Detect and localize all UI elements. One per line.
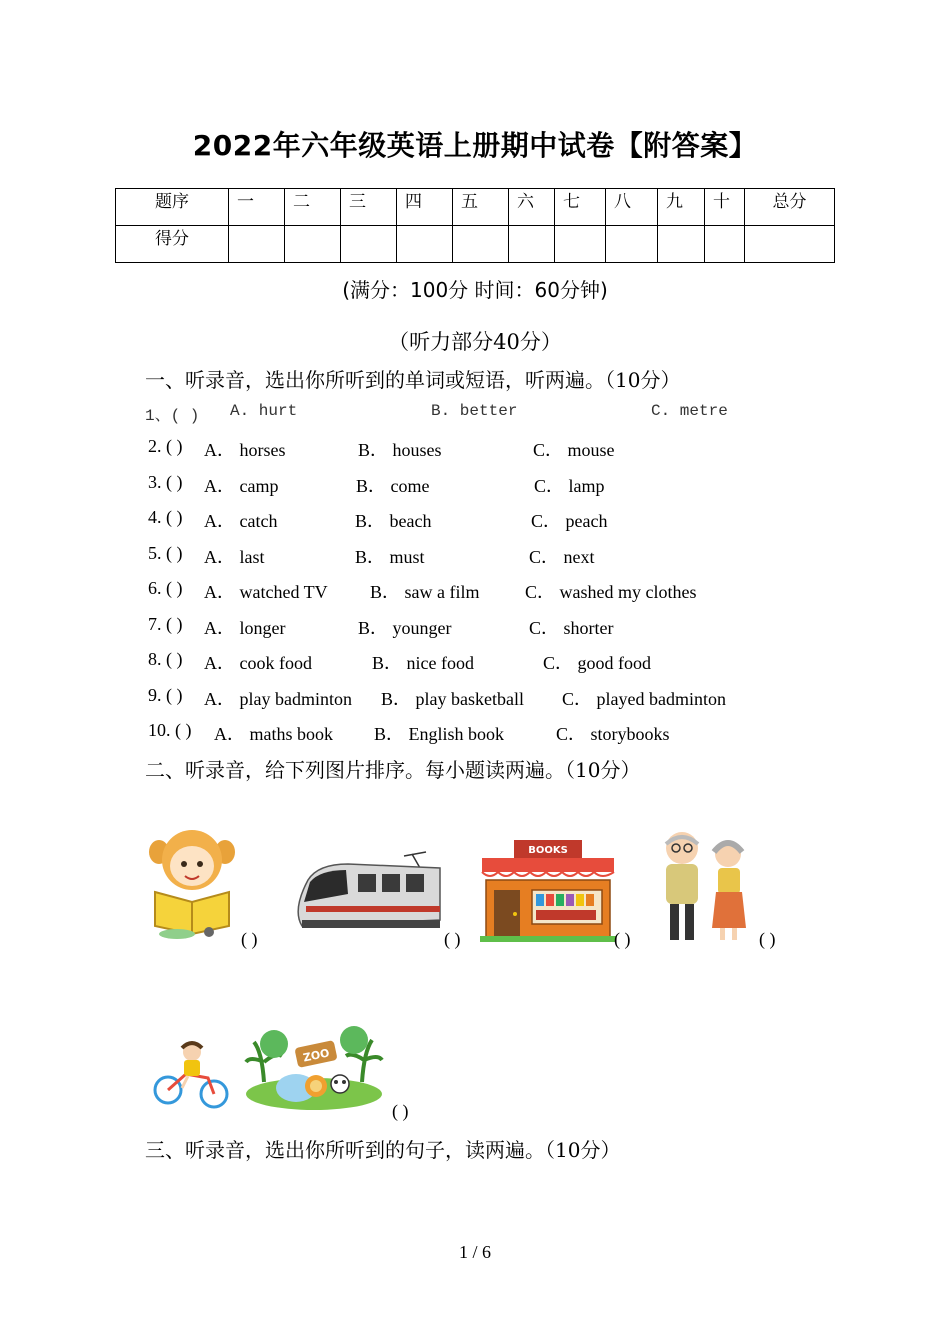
option-b: B． younger — [358, 618, 452, 638]
option-a: A. hurt — [230, 402, 298, 420]
table-header-cell: 一 — [229, 189, 285, 226]
page-number: 1 / 6 — [458, 1242, 491, 1262]
option-a: A． catch — [204, 511, 278, 531]
option-c: C． played badminton — [562, 689, 726, 709]
grandparents-picture — [656, 828, 748, 944]
bookshop-picture — [480, 836, 616, 942]
part2-heading: 二、听录音，给下列图片排序。每小题读两遍。（10分） — [145, 758, 641, 782]
option-a: A． cook food — [204, 653, 312, 673]
question-number: 3. ( ) — [148, 472, 183, 492]
table-header-cell: 四 — [397, 189, 453, 226]
table-header-cell: 五 — [453, 189, 509, 226]
question-number: 1、( ) — [145, 407, 200, 425]
score-cell[interactable] — [285, 226, 341, 263]
score-cell[interactable] — [606, 226, 658, 263]
table-header-cell: 九 — [658, 189, 705, 226]
option-a: A． longer — [204, 618, 286, 638]
train-picture — [288, 850, 443, 934]
score-cell[interactable] — [658, 226, 705, 263]
option-a: A． last — [204, 547, 265, 567]
score-table — [115, 188, 835, 263]
question-number: 4. ( ) — [148, 507, 183, 527]
table-header-cell: 十 — [705, 189, 745, 226]
option-a: A． watched TV — [204, 582, 328, 602]
girl-cycling-picture — [152, 1038, 232, 1112]
table-header-cell: 六 — [509, 189, 555, 226]
score-cell[interactable] — [397, 226, 453, 263]
score-cell[interactable] — [341, 226, 397, 263]
option-b: B． saw a film — [370, 582, 480, 602]
exam-subtitle: (满分：100分 时间：60分钟) — [342, 278, 608, 302]
answer-blank[interactable]: ( ) — [614, 929, 631, 949]
score-cell[interactable] — [705, 226, 745, 263]
listening-section-title: （听力部分40分） — [388, 330, 562, 354]
answer-blank[interactable]: ( ) — [444, 929, 461, 949]
score-cell[interactable] — [745, 226, 835, 263]
option-a: A． play badminton — [204, 689, 352, 709]
option-c: C． next — [529, 547, 595, 567]
option-c: C． washed my clothes — [525, 582, 697, 602]
shop-sign-text: BOOKS — [528, 845, 568, 856]
question-number: 10. ( ) — [148, 720, 192, 740]
table-header-cell: 总分 — [745, 189, 835, 226]
question-number: 9. ( ) — [148, 685, 183, 705]
question-number: 8. ( ) — [148, 649, 183, 669]
score-cell[interactable] — [555, 226, 606, 263]
score-cell[interactable] — [229, 226, 285, 263]
part1-heading: 一、听录音，选出你所听到的单词或短语，听两遍。（10分） — [145, 368, 681, 392]
option-b: B． houses — [358, 440, 442, 460]
option-b: B． nice food — [372, 653, 474, 673]
question-number: 5. ( ) — [148, 543, 183, 563]
zoo-picture — [244, 1022, 384, 1112]
question-number: 2. ( ) — [148, 436, 183, 456]
option-b: B． must — [355, 547, 425, 567]
table-header-cell: 题序 — [116, 189, 229, 226]
score-cell[interactable] — [453, 226, 509, 263]
option-c: C． peach — [531, 511, 608, 531]
answer-blank[interactable]: ( ) — [241, 929, 258, 949]
option-b: B． play basketball — [381, 689, 524, 709]
option-a: A． horses — [204, 440, 286, 460]
score-table-score-row — [116, 226, 835, 263]
table-header-cell: 七 — [555, 189, 606, 226]
option-c: C． lamp — [534, 476, 605, 496]
option-a: A． maths book — [214, 724, 333, 744]
girl-reading-picture — [147, 822, 237, 940]
option-b: B． beach — [355, 511, 432, 531]
table-header-cell: 二 — [285, 189, 341, 226]
table-header-cell: 八 — [606, 189, 658, 226]
option-c: C． mouse — [533, 440, 615, 460]
question-number: 7. ( ) — [148, 614, 183, 634]
part3-heading: 三、听录音，选出你所听到的句子，读两遍。（10分） — [145, 1138, 621, 1162]
table-row-label: 得分 — [116, 226, 229, 263]
zoo-sign-text: ZOO — [301, 1046, 331, 1065]
option-c: C． shorter — [529, 618, 614, 638]
option-c: C． storybooks — [556, 724, 670, 744]
option-b: B． come — [356, 476, 430, 496]
table-header-cell: 三 — [341, 189, 397, 226]
option-a: A． camp — [204, 476, 279, 496]
option-c: C． good food — [543, 653, 651, 673]
answer-blank[interactable]: ( ) — [759, 929, 776, 949]
option-c: C. metre — [651, 402, 728, 420]
question-number: 6. ( ) — [148, 578, 183, 598]
answer-blank[interactable]: ( ) — [392, 1101, 409, 1121]
page-title: 2022年六年级英语上册期中试卷【附答案】 — [192, 129, 758, 162]
score-table-header-row — [116, 189, 835, 226]
score-cell[interactable] — [509, 226, 555, 263]
option-b: B． English book — [374, 724, 505, 744]
option-b: B. better — [431, 402, 518, 420]
